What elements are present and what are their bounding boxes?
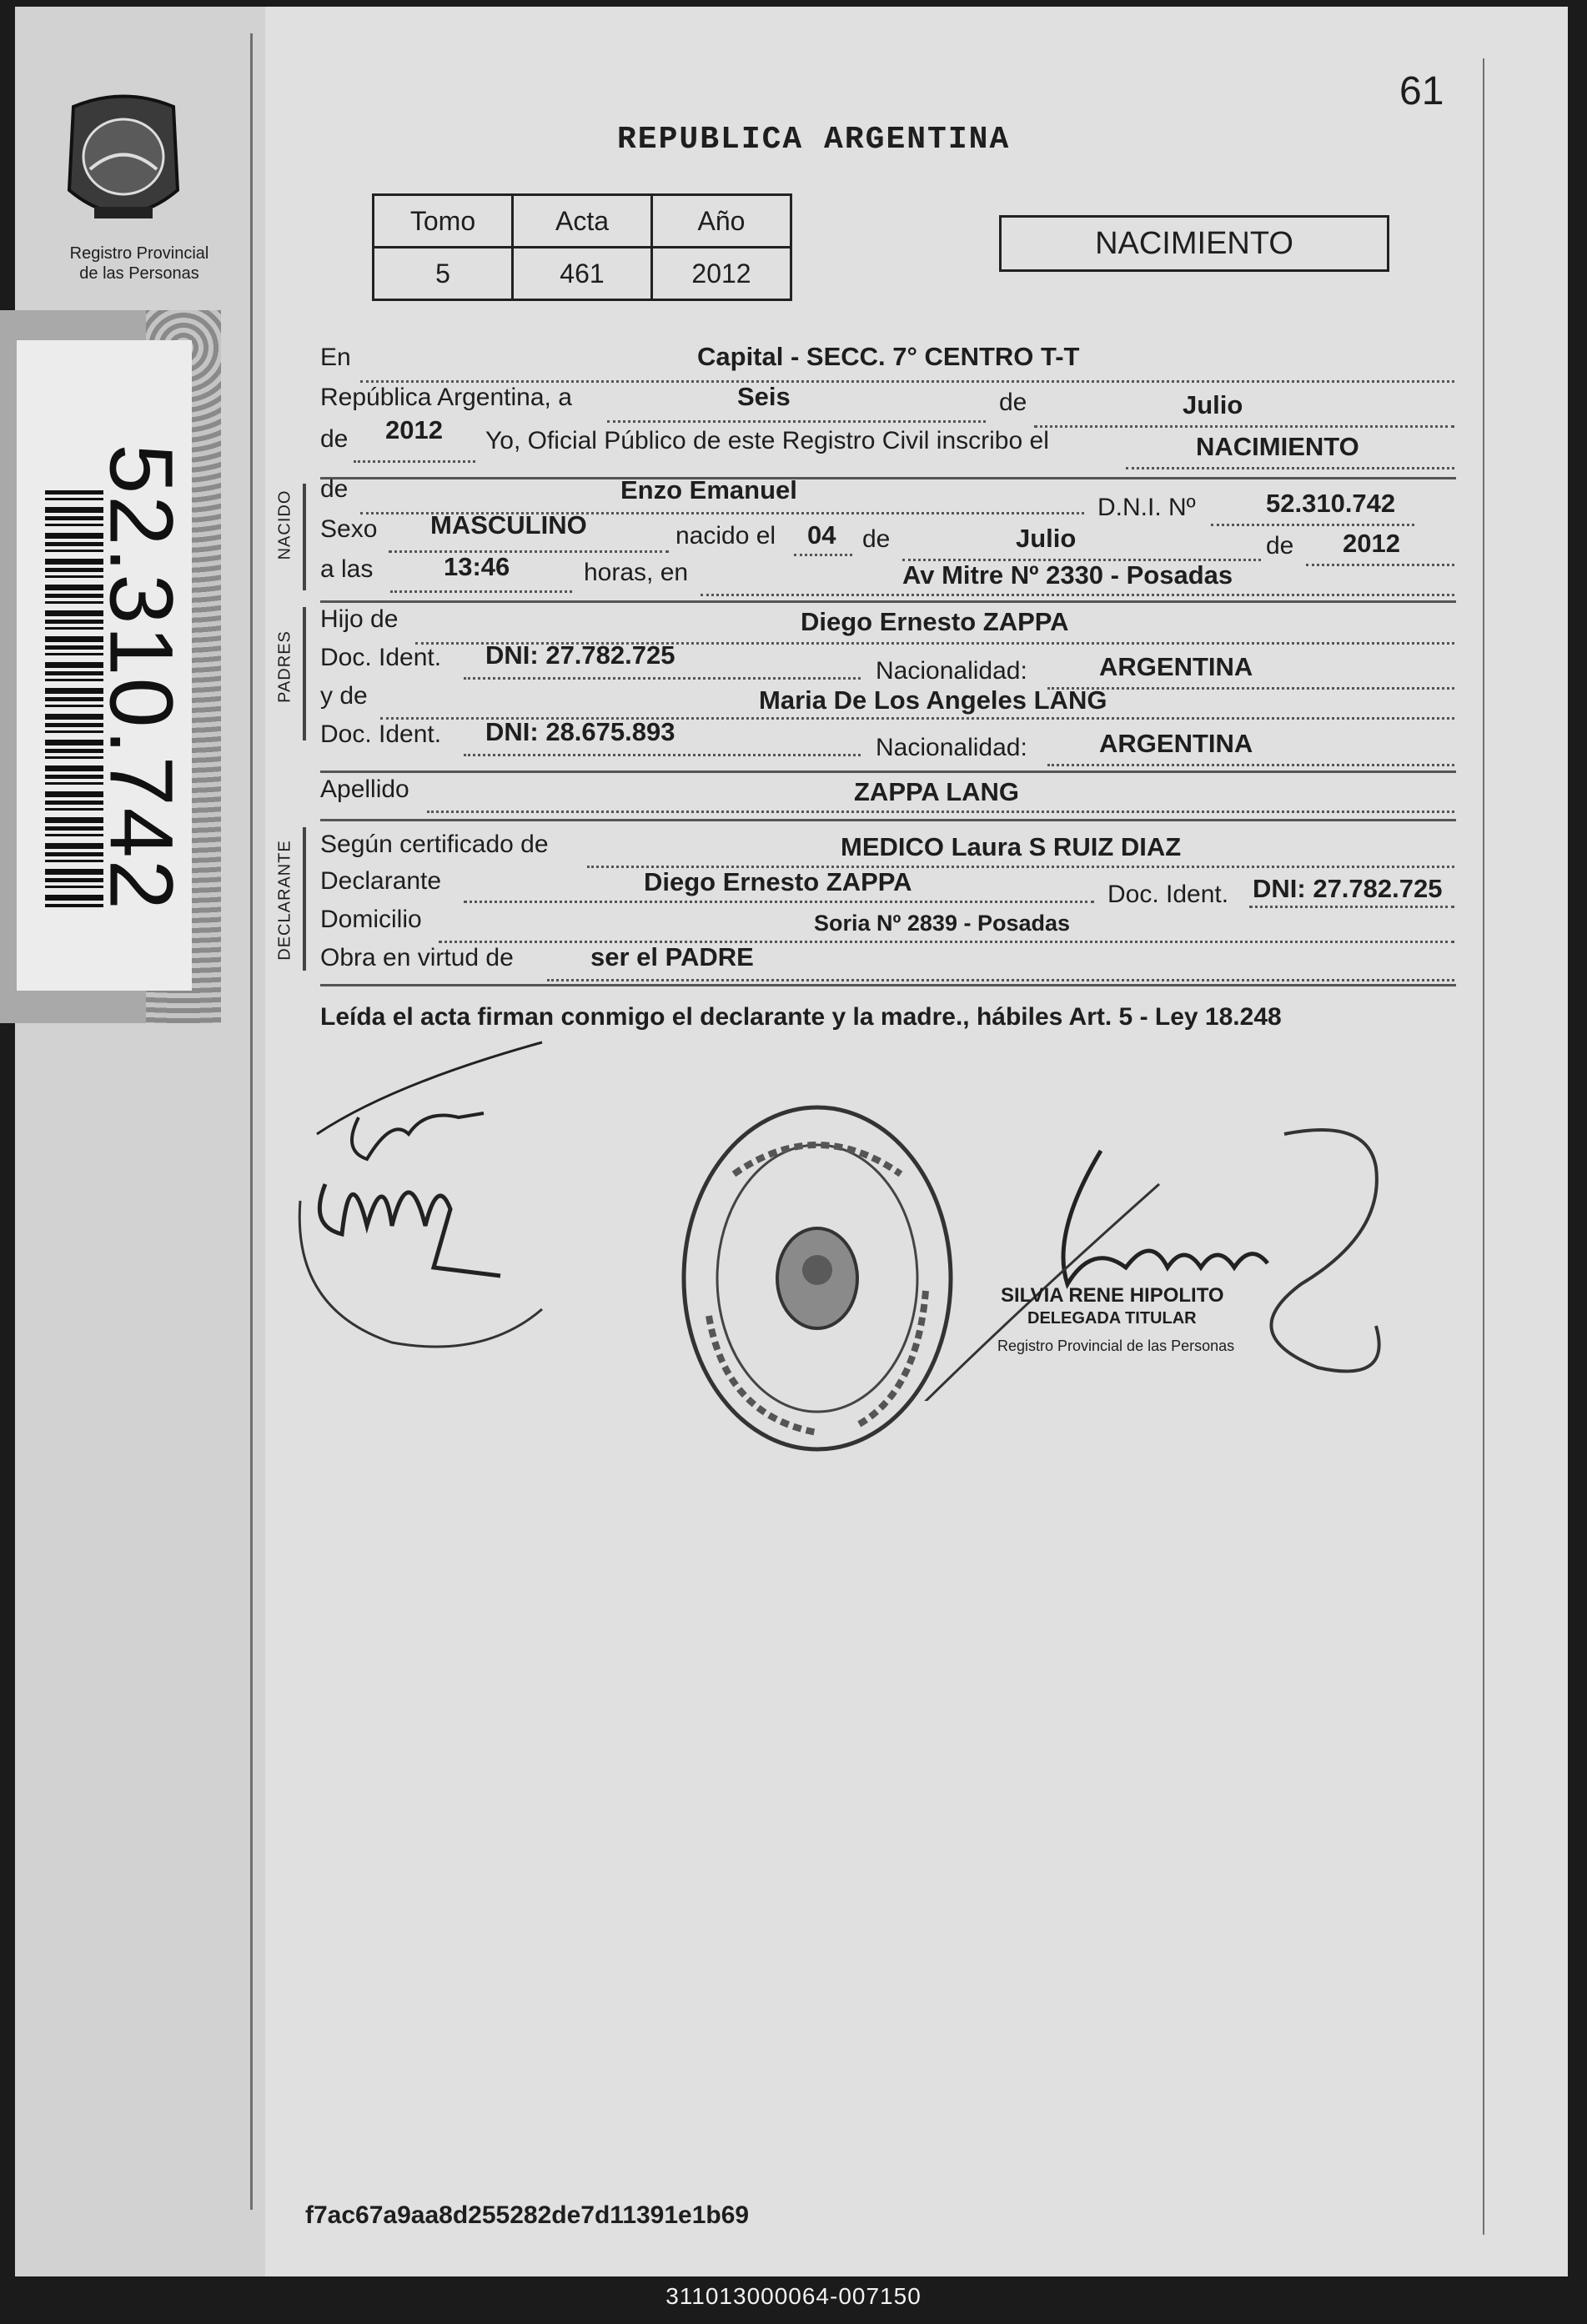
act-type-box: NACIMIENTO bbox=[999, 215, 1389, 272]
section-divider bbox=[320, 770, 1456, 773]
section-divider bbox=[320, 984, 1456, 986]
section-label-declarant: DECLARANTE bbox=[275, 840, 294, 961]
hours-label: horas, en bbox=[584, 559, 689, 586]
surname-value: ZAPPA LANG bbox=[854, 777, 1020, 806]
country-title: REPUBLICA ARGENTINA bbox=[617, 122, 1011, 158]
cert-value: MEDICO Laura S RUIZ DIAZ bbox=[841, 832, 1182, 861]
dotted-line bbox=[1211, 524, 1414, 526]
born-month: Julio bbox=[1016, 524, 1077, 553]
time-value: 13:46 bbox=[444, 552, 510, 581]
document-hash: f7ac67a9aa8d255282de7d11391e1b69 bbox=[305, 2201, 750, 2229]
dotted-line bbox=[1034, 425, 1454, 428]
table-header: Tomo bbox=[374, 195, 513, 248]
province-emblem-icon bbox=[57, 90, 190, 236]
dotted-line bbox=[354, 460, 475, 463]
capacity-label: Obra en virtud de bbox=[320, 944, 514, 971]
section-divider bbox=[320, 819, 1456, 821]
child-of-label: Hijo de bbox=[320, 605, 399, 633]
father-doc-label: Doc. Ident. bbox=[320, 644, 442, 671]
official-signature-icon bbox=[884, 1117, 1401, 1401]
mother-doc-label: Doc. Ident. bbox=[320, 720, 442, 748]
table-cell: 2012 bbox=[652, 248, 791, 300]
official-name: SILVIA RENE HIPOLITO bbox=[1001, 1284, 1224, 1307]
dotted-line bbox=[464, 901, 1094, 903]
declarant-doc: DNI: 27.782.725 bbox=[1253, 874, 1443, 903]
dotted-line bbox=[389, 550, 669, 553]
year-prefix: de bbox=[320, 425, 349, 453]
table-cell: 5 bbox=[374, 248, 513, 300]
dotted-line bbox=[1047, 687, 1454, 690]
born-of2-label: de bbox=[1266, 532, 1294, 560]
statement-text: Yo, Oficial Público de este Registro Civil inscribo el bbox=[485, 427, 1049, 454]
section-rule bbox=[303, 827, 306, 971]
dotted-line bbox=[464, 754, 861, 756]
name-label: de bbox=[320, 475, 349, 503]
dni-label: D.N.I. Nº bbox=[1097, 494, 1196, 521]
sex-value: MASCULINO bbox=[430, 510, 587, 540]
dotted-line bbox=[1126, 467, 1454, 469]
place-label: En bbox=[320, 344, 351, 371]
volume-table bbox=[372, 193, 792, 301]
section-divider bbox=[320, 600, 1456, 603]
official-registry: Registro Provincial de las Personas bbox=[997, 1338, 1235, 1354]
dotted-line bbox=[360, 380, 1454, 383]
table-cell: 461 bbox=[513, 248, 652, 300]
time-label: a las bbox=[320, 555, 374, 583]
child-name: Enzo Emanuel bbox=[620, 475, 797, 504]
month-value: Julio bbox=[1183, 390, 1243, 419]
table-header: Año bbox=[652, 195, 791, 248]
mother-nationality: ARGENTINA bbox=[1099, 729, 1253, 758]
capacity-value: ser el PADRE bbox=[590, 942, 754, 971]
born-day: 04 bbox=[807, 520, 836, 550]
surname-label: Apellido bbox=[320, 776, 409, 803]
table-header: Acta bbox=[513, 195, 652, 248]
father-nationality: ARGENTINA bbox=[1099, 652, 1253, 681]
dotted-line bbox=[794, 554, 852, 556]
born-label: nacido el bbox=[675, 522, 776, 550]
dotted-line bbox=[1306, 564, 1454, 566]
margin-line bbox=[250, 33, 253, 2210]
cert-label: Según certificado de bbox=[320, 831, 549, 858]
country-label: República Argentina, a bbox=[320, 384, 572, 411]
dotted-line bbox=[1047, 764, 1454, 766]
father-nationality-label: Nacionalidad: bbox=[876, 657, 1027, 685]
day-value: Seis bbox=[737, 382, 791, 411]
address-label: Domicilio bbox=[320, 906, 422, 933]
closing-statement: Leída el acta firman conmigo el declarante y la madre., hábiles Art. 5 - Ley 18.248 bbox=[320, 1003, 1282, 1031]
declarant-value: Diego Ernesto ZAPPA bbox=[644, 867, 912, 896]
place-value: Capital - SECC. 7° CENTRO T-T bbox=[697, 342, 1080, 371]
dotted-line bbox=[427, 811, 1454, 813]
section-divider bbox=[320, 477, 1456, 479]
footer-code: 311013000064-007150 bbox=[665, 2283, 922, 2309]
official-title: DELEGADA TITULAR bbox=[1027, 1309, 1197, 1328]
and-of-label: y de bbox=[320, 682, 368, 710]
dotted-line bbox=[547, 979, 1454, 981]
id-sticker-number: 52.310.742 bbox=[91, 444, 193, 911]
year-value: 2012 bbox=[385, 415, 443, 444]
declarant-signature-icon bbox=[292, 1034, 559, 1368]
father-name: Diego Ernesto ZAPPA bbox=[801, 607, 1069, 636]
dotted-line bbox=[607, 420, 986, 423]
registry-label bbox=[43, 243, 235, 284]
id-sticker bbox=[0, 310, 221, 1023]
born-year: 2012 bbox=[1343, 529, 1400, 558]
dotted-line bbox=[464, 677, 861, 680]
declarant-label: Declarante bbox=[320, 867, 442, 895]
registry-label-line: Registro Provincial bbox=[69, 244, 209, 263]
mother-name: Maria De Los Angeles LANG bbox=[759, 685, 1107, 715]
mother-doc: DNI: 28.675.893 bbox=[485, 717, 675, 746]
born-of-label: de bbox=[862, 525, 891, 553]
declarant-address: Soria Nº 2839 - Posadas bbox=[814, 911, 1071, 936]
father-doc: DNI: 27.782.725 bbox=[485, 640, 675, 670]
section-rule bbox=[303, 607, 306, 740]
section-rule bbox=[303, 484, 306, 590]
section-label-parents: PADRES bbox=[275, 630, 294, 703]
section-label-born: NACIDO bbox=[275, 489, 294, 560]
of-label: de bbox=[999, 389, 1027, 416]
mother-nationality-label: Nacionalidad: bbox=[876, 734, 1027, 761]
sex-label: Sexo bbox=[320, 515, 378, 543]
page-number: 61 bbox=[1399, 69, 1444, 113]
dotted-line bbox=[701, 594, 1454, 596]
birth-address: Av Mitre Nº 2330 - Posadas bbox=[902, 560, 1233, 590]
right-edge-line bbox=[1483, 58, 1484, 2235]
declarant-doc-label: Doc. Ident. bbox=[1107, 881, 1229, 908]
dotted-line bbox=[1249, 906, 1454, 908]
statement-value: NACIMIENTO bbox=[1196, 432, 1359, 461]
dotted-line bbox=[390, 590, 572, 593]
dni-value: 52.310.742 bbox=[1266, 489, 1396, 518]
registry-label-line: de las Personas bbox=[79, 264, 199, 283]
